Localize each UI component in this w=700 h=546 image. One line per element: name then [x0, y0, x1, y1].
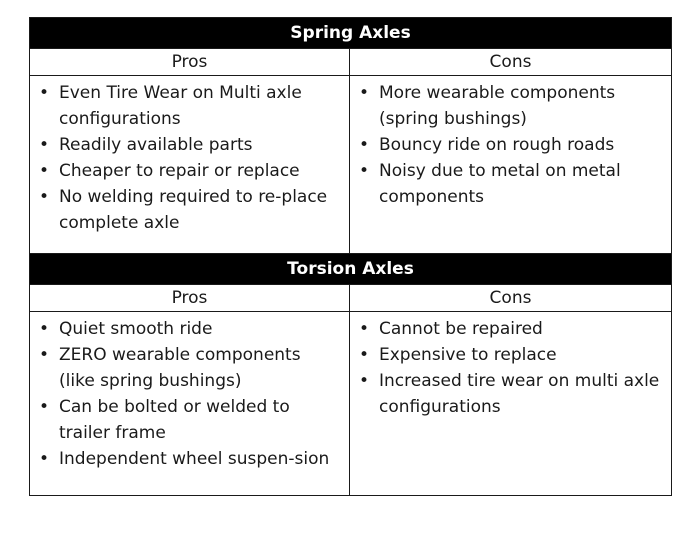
torsion-pros-header: Pros — [30, 285, 350, 312]
list-item-text: Cheaper to repair or replace — [59, 161, 300, 181]
bullet: • — [38, 135, 50, 155]
list-item-text: More wearable components (spring bushings) — [379, 83, 616, 129]
bullet: • — [38, 187, 50, 207]
list-item — [357, 342, 663, 368]
list-item — [357, 316, 663, 342]
spring-cons-list — [350, 76, 671, 216]
list-item-text: Independent wheel suspen-sion — [59, 449, 330, 469]
torsion-axles-title: Torsion Axles — [30, 254, 672, 285]
bullet: • — [38, 319, 50, 339]
bullet: • — [38, 83, 50, 103]
torsion-cons-list — [350, 312, 671, 426]
torsion-cons-header: Cons — [350, 285, 672, 312]
list-item-text: Bouncy ride on rough roads — [379, 135, 615, 155]
torsion-lists-row — [30, 312, 672, 496]
torsion-header-row — [30, 285, 672, 312]
list-item-text: ZERO wearable components (like spring bushings) — [59, 345, 301, 391]
list-item — [37, 316, 341, 342]
list-item-text: Increased tire wear on multi axle configurations — [379, 371, 660, 417]
list-item-text: Quiet smooth ride — [59, 319, 213, 339]
list-item — [37, 80, 341, 132]
list-item-text: Readily available parts — [59, 135, 253, 155]
bullet: • — [358, 161, 370, 181]
list-item — [37, 158, 341, 184]
bullet: • — [358, 83, 370, 103]
torsion-pros-cell — [30, 312, 350, 496]
list-item-text: Even Tire Wear on Multi axle configurations — [59, 83, 302, 129]
list-item — [357, 80, 663, 132]
torsion-cons-cell — [350, 312, 672, 496]
list-item — [37, 184, 341, 236]
spring-title-row — [30, 18, 672, 49]
spring-header-row — [30, 49, 672, 76]
list-item-text: Noisy due to metal on metal components — [379, 161, 621, 207]
spring-cons-header: Cons — [350, 49, 672, 76]
bullet: • — [358, 319, 370, 339]
list-item-text: Cannot be repaired — [379, 319, 543, 339]
spring-cons-cell — [350, 76, 672, 254]
bullet: • — [358, 135, 370, 155]
list-item-text: No welding required to re-place complete axle — [59, 187, 328, 233]
bullet: • — [38, 397, 50, 417]
bullet: • — [358, 371, 370, 391]
list-item-text: Can be bolted or welded to trailer frame — [59, 397, 290, 443]
list-item — [37, 342, 341, 394]
list-item — [357, 368, 663, 420]
torsion-title-row — [30, 254, 672, 285]
list-item — [37, 446, 341, 472]
list-item — [37, 394, 341, 446]
bullet: • — [38, 345, 50, 365]
spring-pros-header: Pros — [30, 49, 350, 76]
torsion-pros-list — [30, 312, 349, 478]
spring-pros-list — [30, 76, 349, 242]
spring-axles-title: Spring Axles — [30, 18, 672, 49]
bullet: • — [358, 345, 370, 365]
list-item — [37, 132, 341, 158]
list-item-text: Expensive to replace — [379, 345, 557, 365]
list-item — [357, 158, 663, 210]
bullet: • — [38, 161, 50, 181]
spring-lists-row — [30, 76, 672, 254]
list-item — [357, 132, 663, 158]
spring-pros-cell — [30, 76, 350, 254]
axle-comparison-table — [29, 17, 672, 496]
bullet: • — [38, 449, 50, 469]
